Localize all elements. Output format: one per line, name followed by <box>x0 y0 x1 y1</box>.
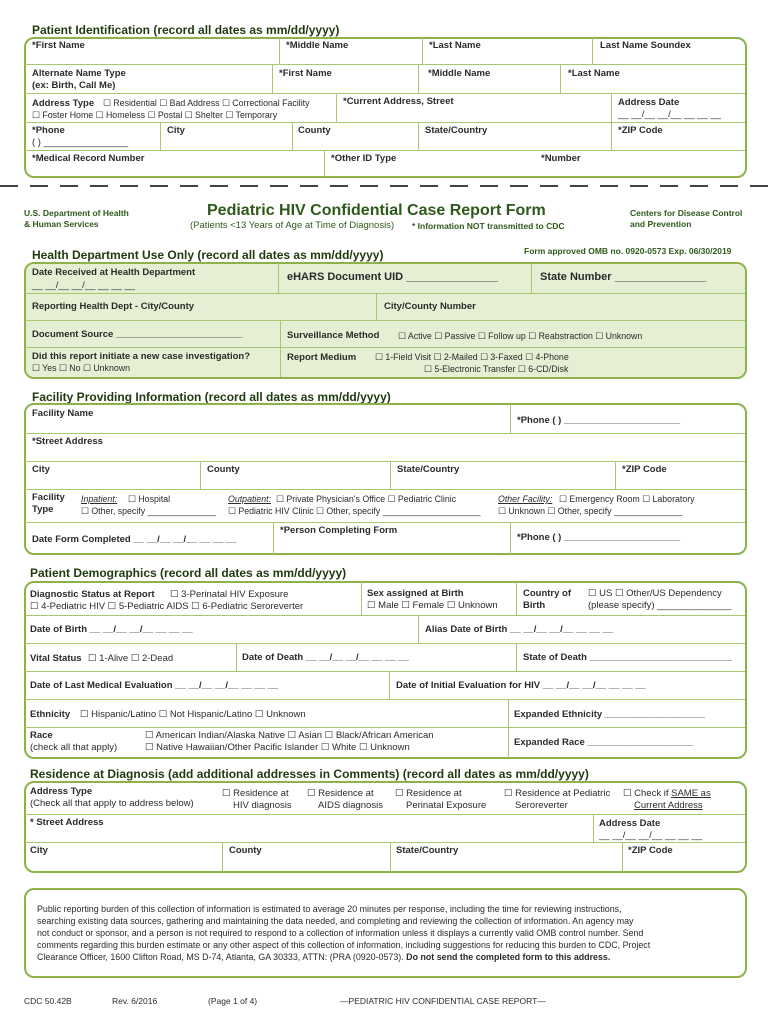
current-address-label: *Current Address, Street <box>343 96 454 107</box>
outpatient-label: Outpatient: <box>228 494 272 504</box>
inpatient-other-option[interactable]: ☐ Other, specify ______________ <box>81 506 217 516</box>
ethnicity-options[interactable]: ☐ Hispanic/Latino ☐ Not Hispanic/Latino ☐ Unknown <box>80 709 306 720</box>
facility-type-label-1: Facility <box>32 492 65 503</box>
cdc-line-1: Centers for Disease Control <box>630 208 743 218</box>
residence-county-label: County <box>229 845 262 856</box>
current-address-link: Current Address <box>634 800 703 811</box>
res-hiv-dx-option-1[interactable]: ☐ Residence at <box>222 788 289 799</box>
burden-line-5 <box>37 952 610 963</box>
burden-address: Clearance Officer, 1600 Clifton Road, MS D-74, Atlanta, GA 30333, ATTN: (PRA (0920-0573). <box>37 952 407 962</box>
country-birth-label-2: Birth <box>523 600 546 611</box>
middle-name-label: *Middle Name <box>286 40 349 51</box>
revision: Rev. 6/2016 <box>112 996 158 1006</box>
residence-city-label: City <box>30 845 48 856</box>
private-physician-option[interactable]: ☐ Private Physician's Office ☐ Pediatric Clinic <box>276 494 457 504</box>
facility-county-label: County <box>207 464 240 475</box>
res-hiv-dx-option-2: HIV diagnosis <box>233 800 292 811</box>
same-as-underlined: SAME as <box>671 788 711 799</box>
zip-label: *ZIP Code <box>618 125 663 136</box>
peds-hiv-clinic-option[interactable]: ☐ Pediatric HIV Clinic ☐ Other, specify ____________________ <box>228 506 481 516</box>
address-type-label: Address Type <box>32 98 95 109</box>
address-type-options-1[interactable]: ☐ Residential ☐ Bad Address ☐ Correctional Facility <box>103 98 310 108</box>
res-perinatal-option-1[interactable]: ☐ Residence at <box>395 788 462 799</box>
residence-zip-label: *ZIP Code <box>628 845 673 856</box>
health-dept-heading: Health Department Use Only (record all dates as mm/dd/yyyy) <box>32 248 384 262</box>
race-note: (check all that apply) <box>30 742 118 753</box>
number-label: *Number <box>541 153 581 164</box>
residence-heading: Residence at Diagnosis (add additional addresses in Comments) (record all dates as mm/dd/yyyy) <box>30 767 589 781</box>
res-seroreverter-option-1[interactable]: ☐ Residence at Pediatric <box>504 788 611 799</box>
emergency-lab-options[interactable]: ☐ Emergency Room ☐ Laboratory <box>559 494 695 504</box>
diagnostic-options-4-6[interactable]: ☐ 4-Pediatric HIV ☐ 5-Pediatric AIDS ☐ 6-Pediatric Seroreverter <box>30 601 304 612</box>
facility-type-label-2: Type <box>32 504 54 515</box>
cdc-line-2: and Prevention <box>630 219 692 229</box>
facility-name-label: Facility Name <box>32 408 94 419</box>
new-investigation-options[interactable]: ☐ Yes ☐ No ☐ Unknown <box>32 363 130 373</box>
same-as-prefix: ☐ Check if <box>623 788 672 799</box>
reporting-dept-label: Reporting Health Dept - City/County <box>32 301 195 312</box>
residence-street-label: * Street Address <box>30 817 104 828</box>
address-type-options-2[interactable]: ☐ Foster Home ☐ Homeless ☐ Postal ☐ Shelter ☐ Temporary <box>32 110 278 120</box>
cut-line <box>0 185 770 187</box>
other-facility-label: Other Facility: <box>498 494 553 504</box>
facility-zip-label: *ZIP Code <box>622 464 667 475</box>
inpatient-label: Inpatient: <box>81 494 118 504</box>
alt-middle-name-label: *Middle Name <box>428 68 491 79</box>
date-received-blank[interactable]: __ __/__ __/__ __ __ __ <box>32 280 136 291</box>
city-county-number-label: City/County Number <box>384 301 476 312</box>
residence-address-type-label: Address Type <box>30 786 93 797</box>
dob-label[interactable]: Date of Birth __ __/__ __/__ __ __ __ <box>30 624 193 635</box>
country-options[interactable]: ☐ US ☐ Other/US Dependency <box>588 588 722 599</box>
alt-name-type-label: Alternate Name Type <box>32 68 126 79</box>
dod-label[interactable]: Date of Death __ __/__ __/__ __ __ __ <box>242 652 409 663</box>
diagnostic-option-3[interactable]: ☐ 3-Perinatal HIV Exposure <box>170 589 289 600</box>
hhs-line-2: & Human Services <box>24 219 99 229</box>
residence-address-date-label: Address Date <box>599 818 661 829</box>
form-number: CDC 50.42B <box>24 996 72 1006</box>
omb-number: Form approved OMB no. 0920-0573 Exp. 06/30/2019 <box>524 246 732 256</box>
burden-line-4: comments regarding this burden estimate or any other aspect of this collection of information, including suggestions for reducing this burden to CDC, Project <box>37 940 651 950</box>
facility-heading: Facility Providing Information (record all dates as mm/dd/yyyy) <box>32 390 391 404</box>
burden-line-2: searching existing data sources, gathering and maintaining the data needed, and completing and reviewing the collection of information. An agency may <box>37 916 634 926</box>
address-date-blank[interactable]: __ __/__ __/__ __ __ __ <box>618 109 722 120</box>
vital-status-label: Vital Status <box>30 653 82 664</box>
state-country-label: State/Country <box>425 125 488 136</box>
last-name-label: *Last Name <box>429 40 481 51</box>
first-name-label: *First Name <box>32 40 85 51</box>
report-medium-options-1[interactable]: ☐ 1-Field Visit ☐ 2-Mailed ☐ 3-Faxed ☐ 4-Phone <box>375 352 569 362</box>
page-indicator: (Page 1 of 4) <box>208 996 258 1006</box>
state-number-label[interactable]: State Number _______________ <box>540 271 707 283</box>
state-of-death-label[interactable]: State of Death ___________________________ <box>523 652 733 663</box>
unknown-other-options[interactable]: ☐ Unknown ☐ Other, specify ______________ <box>498 506 683 516</box>
mrn-label: *Medical Record Number <box>32 153 145 164</box>
phone-label: *Phone <box>32 125 65 136</box>
county-label: County <box>298 125 331 136</box>
residence-address-date-blank[interactable]: __ __/__ __/__ __ __ __ <box>599 830 703 841</box>
other-id-label: *Other ID Type <box>331 153 397 164</box>
facility-phone-label[interactable]: *Phone ( ) ______________________ <box>517 415 681 426</box>
footer-form-name: —PEDIATRIC HIV CONFIDENTIAL CASE REPORT— <box>340 996 546 1006</box>
same-as-current-option[interactable] <box>623 788 711 799</box>
surveillance-options[interactable]: ☐ Active ☐ Passive ☐ Follow up ☐ Reabstraction ☐ Unknown <box>398 331 643 341</box>
facility-street-label: *Street Address <box>32 436 103 447</box>
date-completed-label[interactable]: Date Form Completed __ __/__ __/__ __ __ __ <box>32 534 237 545</box>
race-label: Race <box>30 730 53 741</box>
soundex-label: Last Name Soundex <box>600 40 691 51</box>
person-phone-label[interactable]: *Phone ( ) ______________________ <box>517 532 681 543</box>
expanded-race-label[interactable]: Expanded Race ____________________ <box>514 737 694 748</box>
hhs-line-1: U.S. Department of Health <box>24 208 129 218</box>
city-label: City <box>167 125 185 136</box>
patient-id-heading: Patient Identification (record all dates as mm/dd/yyyy) <box>32 23 340 37</box>
res-seroreverter-option-2: Seroreverter <box>515 800 568 811</box>
date-received-label: Date Received at Health Department <box>32 267 196 278</box>
facility-state-label: State/Country <box>397 464 460 475</box>
sex-options[interactable]: ☐ Male ☐ Female ☐ Unknown <box>367 600 498 611</box>
alias-dob-label[interactable]: Alias Date of Birth __ __/__ __/__ __ __ __ <box>425 624 613 635</box>
alt-name-example: (ex: Birth, Call Me) <box>32 80 116 91</box>
form-title: Pediatric HIV Confidential Case Report Form <box>207 202 546 219</box>
report-medium-label: Report Medium <box>287 352 357 363</box>
race-options-1[interactable]: ☐ American Indian/Alaska Native ☐ Asian ☐ Black/African American <box>145 730 434 741</box>
burden-line-3: not conduct or sponsor, and a person is not required to respond to a collection of information unless it displays a currently valid OMB control number. Send <box>37 928 644 938</box>
sex-at-birth-label: Sex assigned at Birth <box>367 588 464 599</box>
race-options-2[interactable]: ☐ Native Hawaiian/Other Pacific Islander ☐ White ☐ Unknown <box>145 742 410 753</box>
res-aids-dx-option-2: AIDS diagnosis <box>318 800 383 811</box>
country-birth-label-1: Country of <box>523 588 572 599</box>
person-completing-label: *Person Completing Form <box>280 525 398 536</box>
alt-last-name-label: *Last Name <box>568 68 620 79</box>
report-medium-options-2[interactable]: ☐ 5-Electronic Transfer ☐ 6-CD/Disk <box>424 364 569 374</box>
alt-first-name-label: *First Name <box>279 68 332 79</box>
country-specify[interactable]: (please specify) ______________ <box>588 600 732 611</box>
phone-blank[interactable]: ( ) ________________ <box>32 137 129 148</box>
address-date-label: Address Date <box>618 97 680 108</box>
expanded-ethnicity-label[interactable]: Expanded Ethnicity ___________________ <box>514 709 706 720</box>
burden-line-1: Public reporting burden of this collection of information is estimated to average 20 minutes per response, including the time for reviewing instructions, <box>37 904 622 914</box>
ethnicity-label: Ethnicity <box>30 709 71 720</box>
new-investigation-label: Did this report initiate a new case investigation? <box>32 351 251 362</box>
surveillance-label: Surveillance Method <box>287 330 380 341</box>
res-perinatal-option-2: Perinatal Exposure <box>406 800 487 811</box>
vital-status-options[interactable]: ☐ 1-Alive ☐ 2-Dead <box>88 653 174 664</box>
initial-eval-label[interactable]: Date of Initial Evaluation for HIV __ __/__ __/__ __ __ __ <box>396 680 646 691</box>
not-transmitted-note: * Information NOT transmitted to CDC <box>412 221 565 231</box>
hospital-option[interactable]: ☐ Hospital <box>128 494 171 504</box>
form-subtitle: (Patients <13 Years of Age at Time of Diagnosis) <box>190 220 395 231</box>
do-not-send-warning: Do not send the completed form to this address. <box>406 952 611 962</box>
demographics-heading: Patient Demographics (record all dates as mm/dd/yyyy) <box>30 566 347 580</box>
document-source-label[interactable]: Document Source ________________________ <box>32 329 243 340</box>
last-eval-label[interactable]: Date of Last Medical Evaluation __ __/__ __/__ __ __ __ <box>30 680 279 691</box>
residence-address-type-note: (Check all that apply to address below) <box>30 798 194 809</box>
residence-state-label: State/Country <box>396 845 459 856</box>
ehars-label[interactable]: eHARS Document UID _______________ <box>287 271 498 283</box>
facility-city-label: City <box>32 464 50 475</box>
res-aids-dx-option-1[interactable]: ☐ Residence at <box>307 788 374 799</box>
diagnostic-status-label: Diagnostic Status at Report <box>30 589 155 600</box>
